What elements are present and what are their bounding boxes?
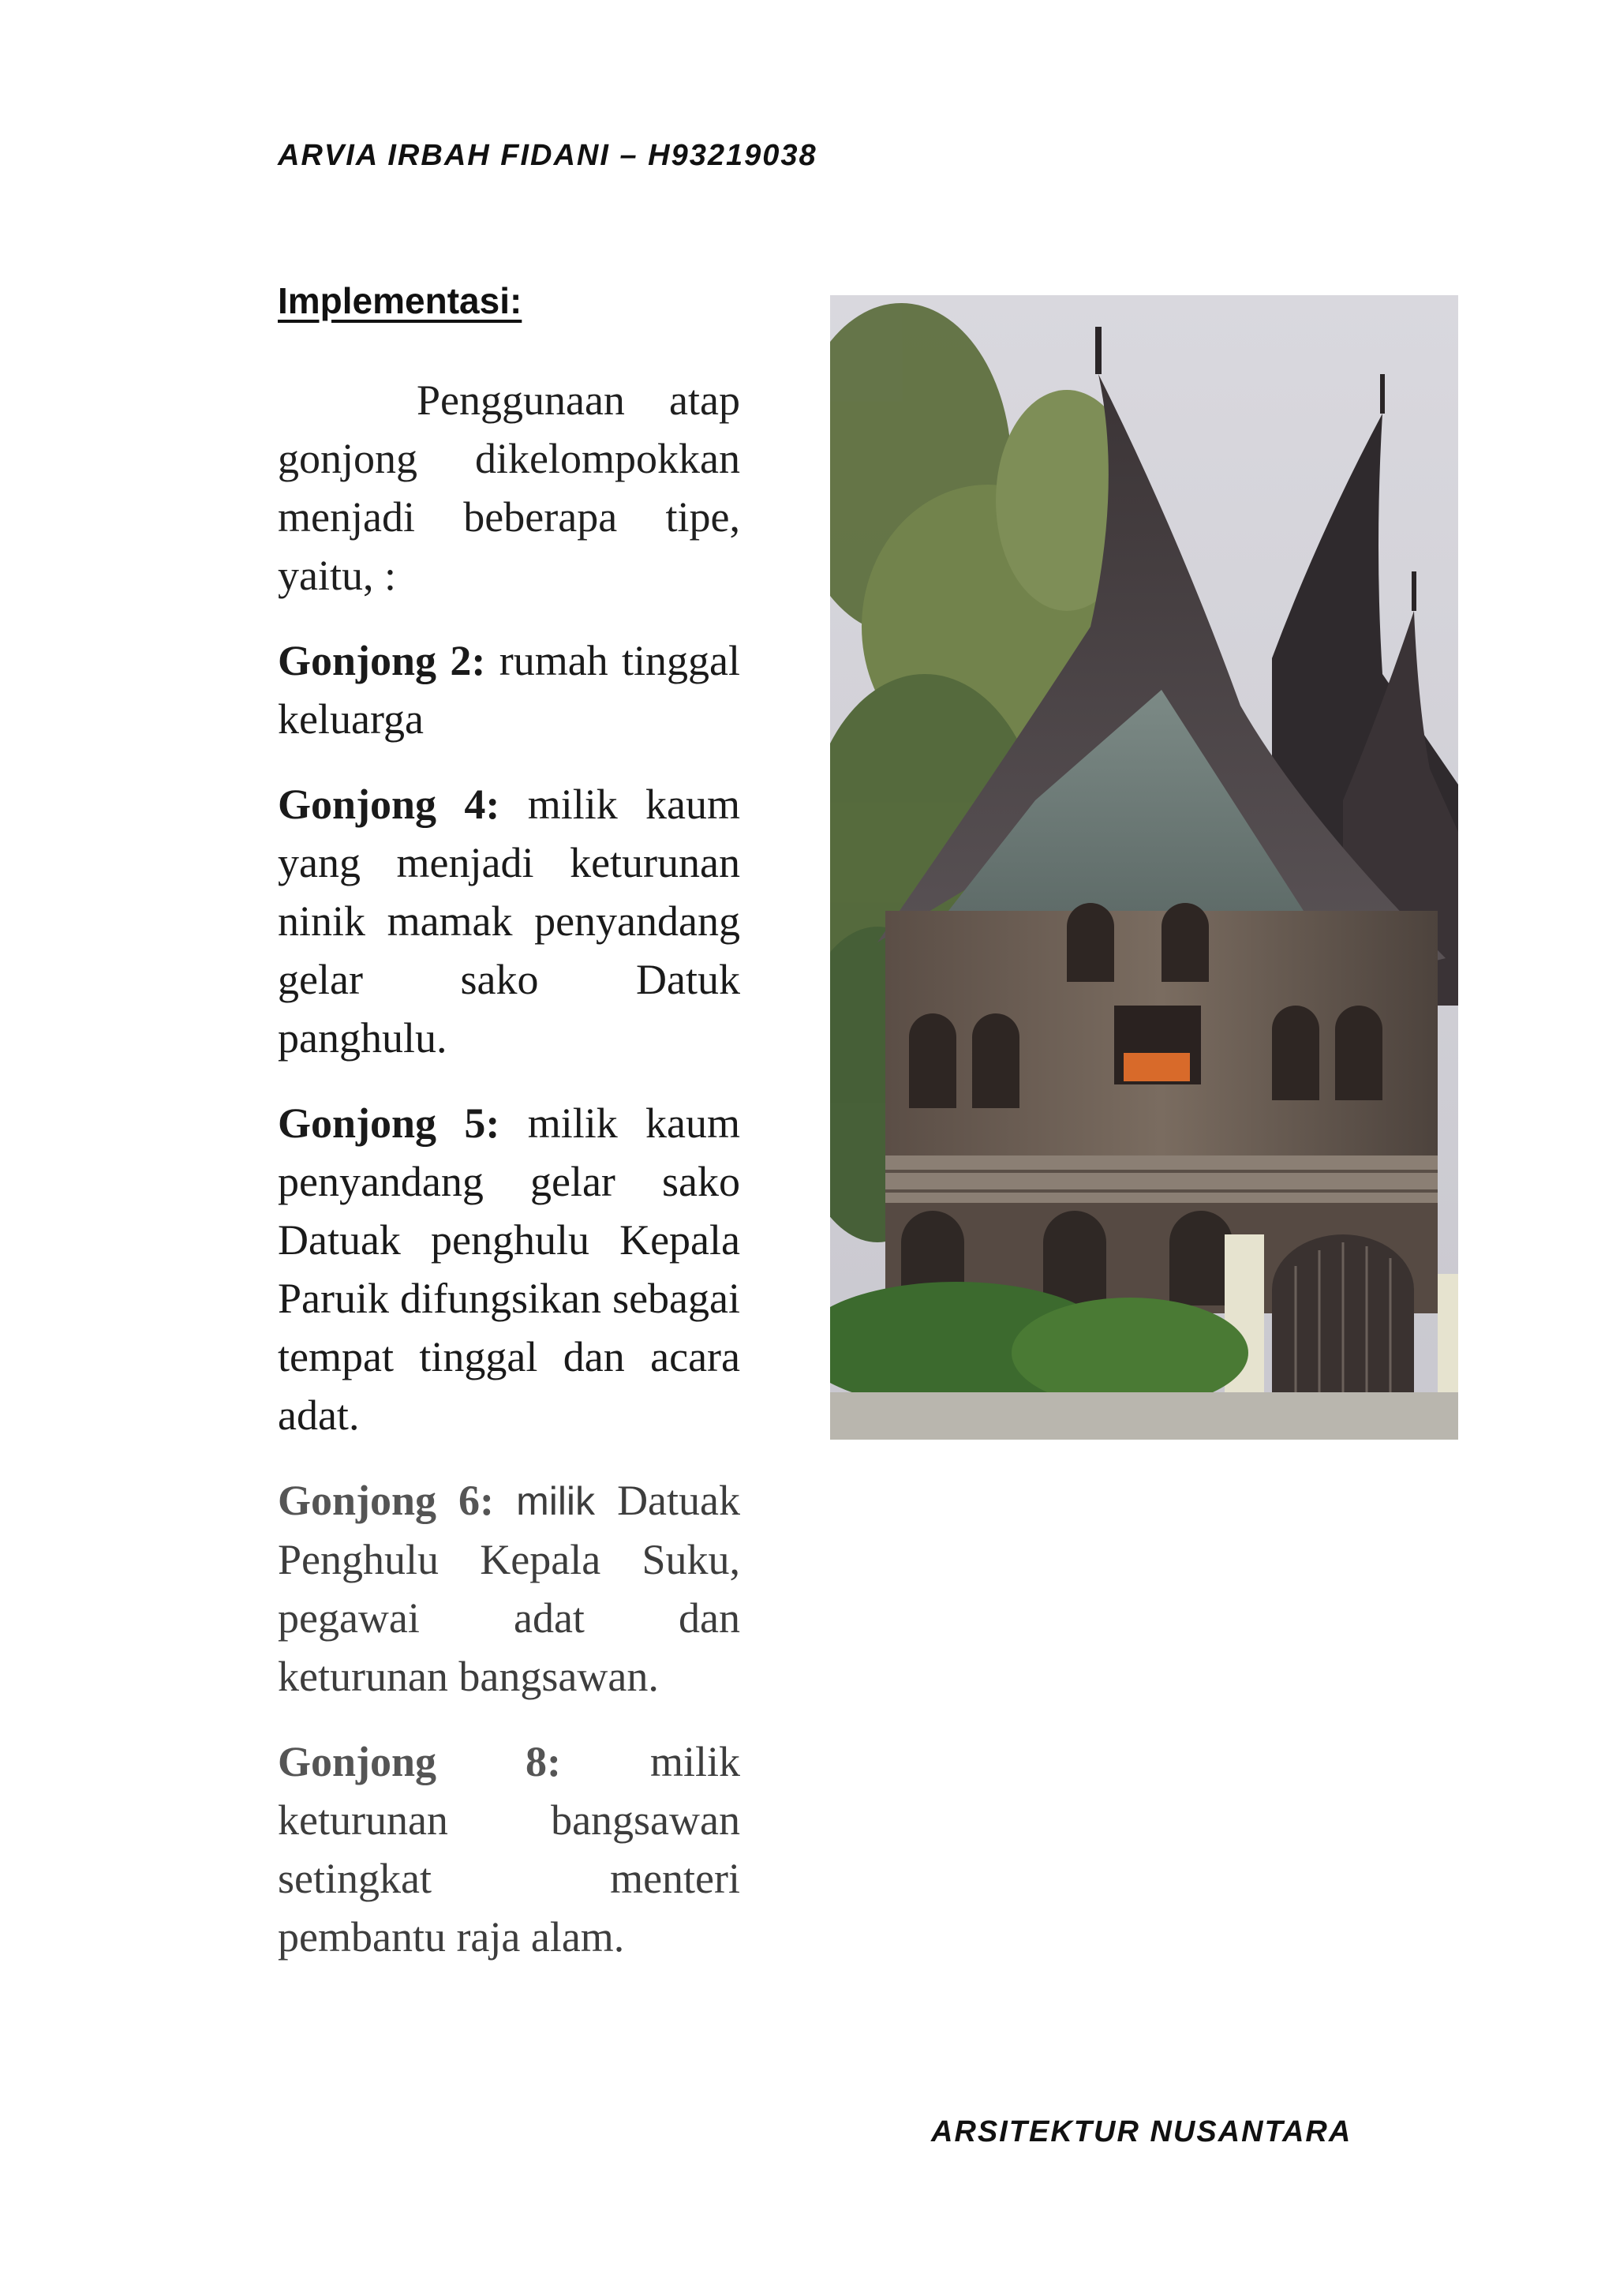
page-footer-course: ARSITEKTUR NUSANTARA [931, 2115, 1352, 2148]
gonjong-8-label: Gonjong 8: [278, 1738, 562, 1785]
intro-text: Penggunaan atap gonjong dikelompokkan menjadi beberapa tipe, yaitu, : [278, 376, 740, 599]
gonjong-2-text: rumah tinggal keluarga [278, 637, 740, 743]
gonjong-4-paragraph [278, 775, 740, 1067]
gonjong-2-label: Gonjong 2: [278, 637, 486, 684]
section-title: Implementasi: [278, 280, 522, 321]
gonjong-2-paragraph [278, 631, 740, 748]
page-header-author: ARVIA IRBAH FIDANI – H93219038 [278, 139, 817, 172]
text-column [278, 371, 740, 1993]
gonjong-6-text: Datuak Penghulu Kepala Suku, pegawai adat dan keturunan bangsawan. [278, 1477, 740, 1700]
gonjong-5-text: milik kaum penyandang gelar sako Datuak penghulu Kepala Paruik difungsikan sebagai tempat tinggal dan acara adat. [278, 1099, 740, 1439]
gonjong-8-paragraph [278, 1732, 740, 1966]
gonjong-6-text-lead: milik [516, 1479, 596, 1523]
gonjong-4-text: milik kaum yang menjadi keturunan ninik mamak penyandang gelar sako Datuk panghulu. [278, 781, 740, 1062]
gonjong-8-text: milik keturunan bangsawan setingkat menteri pembantu raja alam. [278, 1738, 740, 1961]
rumah-gadang-photo [830, 295, 1458, 1440]
gonjong-6-paragraph [278, 1471, 740, 1706]
gonjong-5-paragraph [278, 1094, 740, 1444]
intro-paragraph [278, 371, 740, 605]
gonjong-4-label: Gonjong 4: [278, 781, 500, 828]
gonjong-6-label: Gonjong 6: [278, 1477, 495, 1524]
gonjong-5-label: Gonjong 5: [278, 1099, 500, 1147]
